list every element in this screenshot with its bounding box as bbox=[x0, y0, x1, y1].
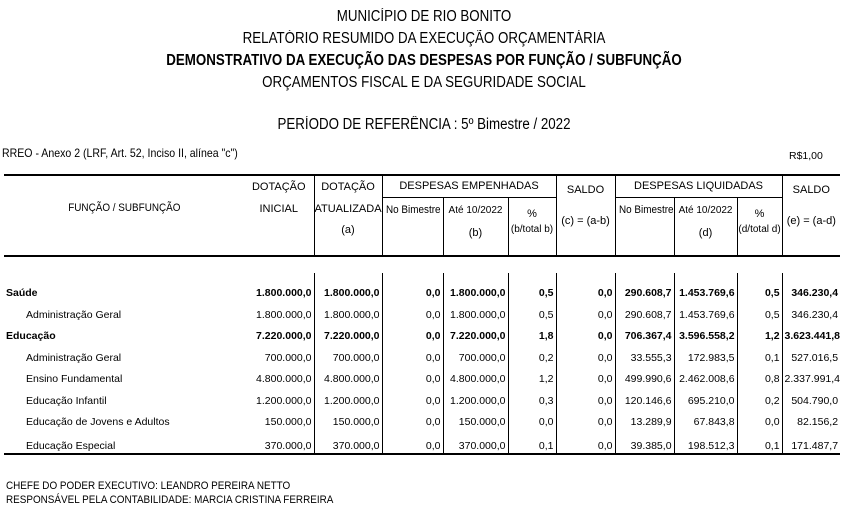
liq-bimestre-cell: 290.608,7 bbox=[615, 300, 674, 322]
group-despesas-empenhadas: DESPESAS EMPENHADAS bbox=[382, 175, 556, 198]
saldo-c-cell: 0,0 bbox=[556, 300, 615, 322]
col-liq-ate: Até 10/2022 (d) bbox=[674, 198, 737, 257]
saldo-e-cell: 171.487,7 bbox=[782, 429, 840, 454]
report-titles bbox=[0, 6, 848, 94]
emp-pct-cell: 1,2 bbox=[508, 365, 556, 387]
saldo-c-cell: 0,0 bbox=[556, 322, 615, 344]
function-name-cell: Educação bbox=[6, 330, 56, 342]
footer-signatures bbox=[6, 479, 370, 507]
emp-bimestre-cell: 0,0 bbox=[382, 386, 443, 408]
saldo-e-cell: 346.230,4 bbox=[782, 273, 840, 300]
dotacao-inicial-cell: 150.000,0 bbox=[264, 416, 312, 428]
liq-pct-cell: 0,1 bbox=[737, 429, 782, 454]
liq-bimestre-cell: 499.990,6 bbox=[615, 365, 674, 387]
col-funcao: FUNÇÃO / SUBFUNÇÃO bbox=[4, 175, 244, 256]
dotacao-inicial-cell: 7.220.000,0 bbox=[256, 330, 312, 342]
liq-ate-cell: 3.596.558,2 bbox=[674, 322, 737, 344]
subfunction-row bbox=[4, 386, 840, 408]
dotacao-inicial-cell: 700.000,0 bbox=[264, 351, 312, 364]
emp-bimestre-cell: 0,0 bbox=[382, 429, 443, 454]
col-emp-ate: Até 10/2022 (b) bbox=[443, 198, 508, 257]
liq-pct-cell: 0,5 bbox=[737, 300, 782, 322]
function-total-row bbox=[4, 273, 840, 300]
liq-ate-cell: 1.453.769,6 bbox=[674, 300, 737, 322]
liq-bimestre-cell: 706.367,4 bbox=[615, 322, 674, 344]
col-liq-pct: % (d/total d) bbox=[737, 198, 782, 257]
subfunction-row bbox=[4, 300, 840, 322]
col-dotacao-inicial: DOTAÇÃO INICIAL bbox=[244, 175, 314, 256]
dotacao-atualizada-cell: 7.220.000,0 bbox=[314, 322, 382, 344]
col-emp-pct: % (b/total b) bbox=[508, 198, 556, 257]
emp-bimestre-cell: 0,0 bbox=[382, 322, 443, 344]
col-liq-bimestre: No Bimestre bbox=[615, 198, 674, 257]
saldo-e-cell: 2.337.991,4 bbox=[782, 365, 840, 387]
liq-ate-cell: 198.512,3 bbox=[674, 429, 737, 454]
dotacao-atualizada-cell: 1.200.000,0 bbox=[314, 386, 382, 408]
emp-ate-cell: 4.800.000,0 bbox=[443, 365, 508, 387]
col-saldo-c: SALDO (c) = (a-b) bbox=[556, 175, 615, 256]
liq-pct-cell: 0,2 bbox=[737, 386, 782, 408]
saldo-e-cell: 82.156,2 bbox=[782, 408, 840, 430]
liq-pct-cell: 0,8 bbox=[737, 365, 782, 387]
municipality-title: MUNICÍPIO DE RIO BONITO bbox=[336, 8, 512, 25]
emp-ate-cell: 1.800.000,0 bbox=[443, 273, 508, 300]
reference-period: PERÍODO DE REFERÊNCIA : 5º Bimestre / 2022 bbox=[277, 116, 571, 133]
emp-bimestre-cell: 0,0 bbox=[382, 300, 443, 322]
function-name-cell: Educação Especial bbox=[4, 429, 244, 454]
liq-ate-cell: 172.983,5 bbox=[674, 343, 737, 365]
liq-ate-cell: 1.453.769,6 bbox=[674, 273, 737, 300]
liq-ate-cell: 2.462.008,6 bbox=[674, 365, 737, 387]
emp-pct-cell: 0,2 bbox=[508, 343, 556, 365]
saldo-c-cell: 0,0 bbox=[556, 343, 615, 365]
emp-ate-cell: 7.220.000,0 bbox=[443, 322, 508, 344]
saldo-e-cell: 527.016,5 bbox=[782, 343, 840, 365]
saldo-c-cell: 0,0 bbox=[556, 408, 615, 430]
emp-ate-cell: 1.200.000,0 bbox=[443, 386, 508, 408]
liq-pct-cell: 0,0 bbox=[737, 408, 782, 430]
emp-ate-cell: 150.000,0 bbox=[443, 408, 508, 430]
dotacao-atualizada-cell: 4.800.000,0 bbox=[314, 365, 382, 387]
saldo-c-cell: 0,0 bbox=[556, 273, 615, 300]
function-name-cell: Educação Infantil bbox=[26, 394, 107, 407]
saldo-c-cell: 0,0 bbox=[556, 429, 615, 454]
emp-pct-cell: 0,0 bbox=[508, 408, 556, 430]
function-name-cell: Administração Geral bbox=[26, 351, 122, 364]
liq-pct-cell: 1,2 bbox=[737, 322, 782, 344]
liq-bimestre-cell: 13.289,9 bbox=[615, 408, 674, 430]
group-despesas-liquidadas: DESPESAS LIQUIDADAS bbox=[615, 175, 782, 198]
emp-ate-cell: 700.000,0 bbox=[443, 343, 508, 365]
emp-bimestre-cell: 0,0 bbox=[382, 365, 443, 387]
subfunction-row bbox=[4, 408, 840, 430]
function-name-cell: Educação de Jovens e Adultos bbox=[26, 416, 170, 428]
liq-bimestre-cell: 120.146,6 bbox=[615, 386, 674, 408]
emp-pct-cell: 0,5 bbox=[508, 300, 556, 322]
emp-pct-cell: 0,5 bbox=[508, 273, 556, 300]
currency-unit: R$1,00 bbox=[789, 150, 823, 162]
emp-pct-cell: 0,1 bbox=[508, 429, 556, 454]
dotacao-inicial-cell: 4.800.000,0 bbox=[256, 373, 312, 385]
subfunction-row bbox=[4, 429, 840, 454]
saldo-c-cell: 0,0 bbox=[556, 386, 615, 408]
expenses-table bbox=[4, 174, 840, 455]
function-name-cell: Saúde bbox=[6, 287, 38, 299]
subfunction-row bbox=[4, 365, 840, 387]
liq-ate-cell: 695.210,0 bbox=[674, 386, 737, 408]
dotacao-atualizada-cell: 370.000,0 bbox=[314, 429, 382, 454]
accountant-signature: RESPONSÁVEL PELA CONTABILIDADE: MARCIA CRISTINA FERREIRA bbox=[6, 494, 334, 506]
emp-ate-cell: 370.000,0 bbox=[443, 429, 508, 454]
emp-bimestre-cell: 0,0 bbox=[382, 343, 443, 365]
col-emp-bimestre: No Bimestre bbox=[382, 198, 443, 257]
annex-label: RREO - Anexo 2 (LRF, Art. 52, Inciso II, alínea "c") bbox=[2, 146, 238, 160]
budgets-title: ORÇAMENTOS FISCAL E DA SEGURIDADE SOCIAL bbox=[262, 74, 586, 91]
liq-bimestre-cell: 39.385,0 bbox=[615, 429, 674, 454]
liq-bimestre-cell: 33.555,3 bbox=[615, 343, 674, 365]
liq-bimestre-cell: 290.608,7 bbox=[615, 273, 674, 300]
dotacao-atualizada-cell: 1.800.000,0 bbox=[314, 300, 382, 322]
liq-ate-cell: 67.843,8 bbox=[674, 408, 737, 430]
saldo-c-cell: 0,0 bbox=[556, 365, 615, 387]
saldo-e-cell: 3.623.441,8 bbox=[782, 322, 840, 344]
function-name-cell: Administração Geral bbox=[26, 308, 122, 321]
dotacao-inicial-cell: 370.000,0 bbox=[244, 429, 314, 454]
function-total-row bbox=[4, 322, 840, 344]
col-dotacao-atualizada: DOTAÇÃO ATUALIZADA (a) bbox=[314, 175, 382, 256]
liq-pct-cell: 0,1 bbox=[737, 343, 782, 365]
emp-bimestre-cell: 0,0 bbox=[382, 408, 443, 430]
saldo-e-cell: 346.230,4 bbox=[782, 300, 840, 322]
table-body bbox=[4, 256, 840, 454]
dotacao-inicial-cell: 1.800.000,0 bbox=[256, 308, 312, 321]
dotacao-inicial-cell: 1.800.000,0 bbox=[256, 287, 312, 299]
report-title: RELATÓRIO RESUMIDO DA EXECUÇÃO ORÇAMENTÁRIA bbox=[242, 30, 606, 47]
emp-ate-cell: 1.800.000,0 bbox=[443, 300, 508, 322]
dotacao-atualizada-cell: 1.800.000,0 bbox=[314, 273, 382, 300]
emp-pct-cell: 0,3 bbox=[508, 386, 556, 408]
function-name-cell: Ensino Fundamental bbox=[26, 373, 123, 385]
emp-bimestre-cell: 0,0 bbox=[382, 273, 443, 300]
dotacao-inicial-cell: 1.200.000,0 bbox=[256, 394, 312, 407]
emp-pct-cell: 1,8 bbox=[508, 322, 556, 344]
liq-pct-cell: 0,5 bbox=[737, 273, 782, 300]
col-saldo-e: SALDO (e) = (a-d) bbox=[782, 175, 840, 256]
executive-signature: CHEFE DO PODER EXECUTIVO: LEANDRO PEREIRA NETTO bbox=[6, 480, 291, 492]
subfunction-row bbox=[4, 343, 840, 365]
dotacao-atualizada-cell: 150.000,0 bbox=[314, 408, 382, 430]
statement-title: DEMONSTRATIVO DA EXECUÇÃO DAS DESPESAS POR FUNÇÃO / SUBFUNÇÃO bbox=[166, 52, 682, 69]
saldo-e-cell: 504.790,0 bbox=[782, 386, 840, 408]
dotacao-atualizada-cell: 700.000,0 bbox=[314, 343, 382, 365]
